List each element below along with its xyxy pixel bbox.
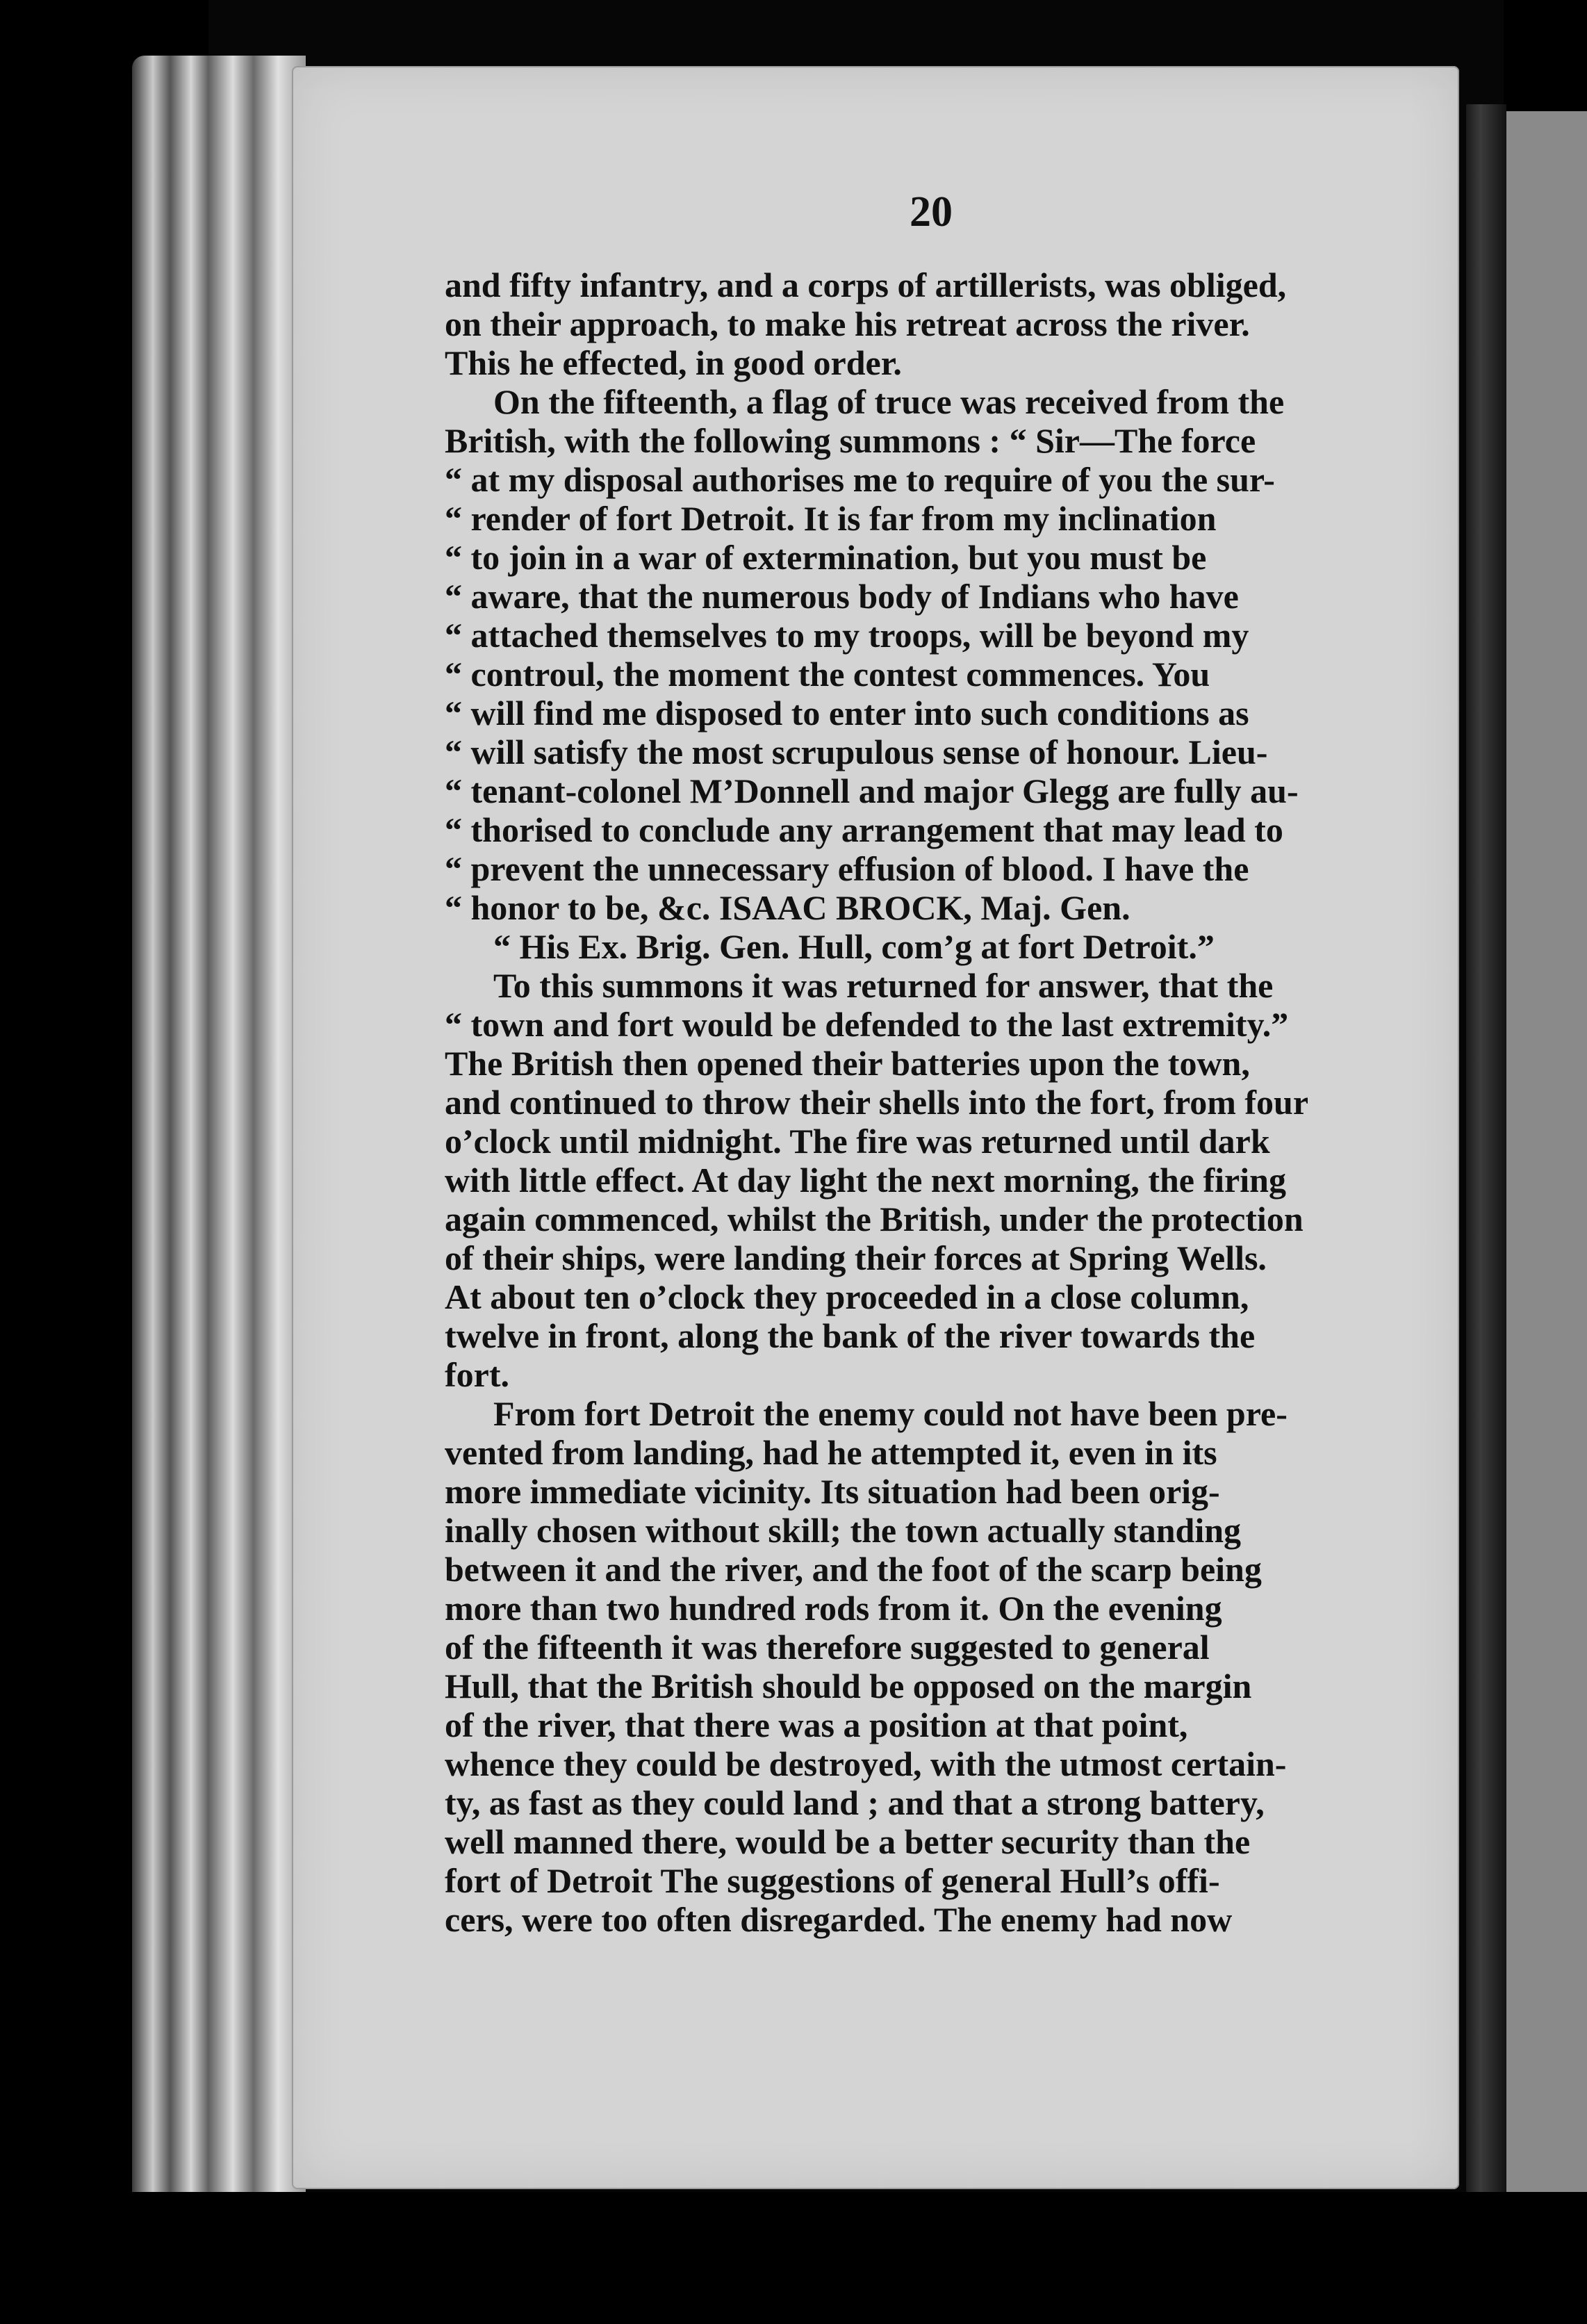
- text-line-37: Hull, that the British should be opposed on the margin: [445, 1667, 1252, 1705]
- adjacent-page-edge: [1506, 111, 1587, 2196]
- text-line-15: “ thorised to conclude any arrangement that may lead to: [445, 810, 1283, 849]
- text-line-09: “ aware, that the numerous body of Indians who have: [445, 577, 1239, 616]
- text-line-38: of the river, that there was a position at that point,: [445, 1705, 1188, 1744]
- text-line-43: cers, were too often disregarded. The enemy had now: [445, 1900, 1233, 1939]
- text-line-06: “ at my disposal authorises me to require of you the sur-: [445, 460, 1275, 499]
- text-line-29: fort.: [445, 1355, 509, 1394]
- text-line-10: “ attached themselves to my troops, will be beyond my: [445, 616, 1249, 655]
- text-line-01: and fifty infantry, and a corps of artillerists, was obliged,: [445, 265, 1287, 304]
- page-number: 20: [910, 188, 953, 236]
- bottom-dark-margin: [0, 2192, 1587, 2324]
- text-line-04: On the fifteenth, a flag of truce was received from the: [493, 382, 1285, 421]
- text-line-26: of their ships, were landing their forces at Spring Wells.: [445, 1238, 1267, 1277]
- text-line-05: British, with the following summons : “ Sir—The force: [445, 421, 1256, 460]
- text-line-22: and continued to throw their shells into the fort, from four: [445, 1083, 1309, 1122]
- text-line-12: “ will find me disposed to enter into such conditions as: [445, 694, 1249, 733]
- text-line-30: From fort Detroit the enemy could not have been pre-: [493, 1394, 1288, 1433]
- text-line-27: At about ten o’clock they proceeded in a close column,: [445, 1277, 1249, 1316]
- book-gutter-shadow: [1466, 104, 1506, 2245]
- text-line-33: inally chosen without skill; the town actually standing: [445, 1511, 1242, 1550]
- text-line-20: “ town and fort would be defended to the last extremity.”: [445, 1005, 1289, 1044]
- text-line-35: more than two hundred rods from it. On the evening: [445, 1589, 1222, 1628]
- text-line-40: ty, as fast as they could land ; and that a strong battery,: [445, 1783, 1265, 1822]
- text-line-25: again commenced, whilst the British, under the protection: [445, 1200, 1304, 1238]
- text-line-24: with little effect. At day light the next morning, the firing: [445, 1161, 1286, 1200]
- text-line-41: well manned there, would be a better security than the: [445, 1822, 1251, 1861]
- text-line-23: o’clock until midnight. The fire was returned until dark: [445, 1122, 1270, 1161]
- text-line-39: whence they could be destroyed, with the utmost certain-: [445, 1744, 1287, 1783]
- text-line-02: on their approach, to make his retreat across the river.: [445, 304, 1250, 343]
- text-line-34: between it and the river, and the foot of the scarp being: [445, 1550, 1262, 1589]
- text-line-13: “ will satisfy the most scrupulous sense of honour. Lieu-: [445, 733, 1268, 771]
- page-text: [445, 265, 1431, 1939]
- text-line-03: This he effected, in good order.: [445, 343, 902, 382]
- book-page-edges: [132, 56, 306, 2245]
- text-line-32: more immediate vicinity. Its situation had been orig-: [445, 1472, 1220, 1511]
- text-line-31: vented from landing, had he attempted it, even in its: [445, 1433, 1217, 1472]
- text-line-21: The British then opened their batteries upon the town,: [445, 1044, 1250, 1083]
- text-line-14: “ tenant-colonel M’Donnell and major Glegg are fully au-: [445, 771, 1299, 810]
- text-line-17-signature: “ honor to be, &c. ISAAC BROCK, Maj. Gen.: [445, 888, 1130, 927]
- text-line-36: of the fifteenth it was therefore suggested to general: [445, 1628, 1210, 1667]
- text-line-19: To this summons it was returned for answer, that the: [493, 966, 1274, 1005]
- text-line-18-address: “ His Ex. Brig. Gen. Hull, com’g at fort Detroit.”: [493, 927, 1215, 966]
- text-line-07: “ render of fort Detroit. It is far from my inclination: [445, 499, 1217, 538]
- text-line-42: fort of Detroit The suggestions of general Hull’s offi-: [445, 1861, 1220, 1900]
- text-line-16: “ prevent the unnecessary effusion of blood. I have the: [445, 849, 1249, 888]
- text-line-08: “ to join in a war of extermination, but you must be: [445, 538, 1207, 577]
- text-line-28: twelve in front, along the bank of the river towards the: [445, 1316, 1256, 1355]
- text-line-11: “ controul, the moment the contest commences. You: [445, 655, 1210, 694]
